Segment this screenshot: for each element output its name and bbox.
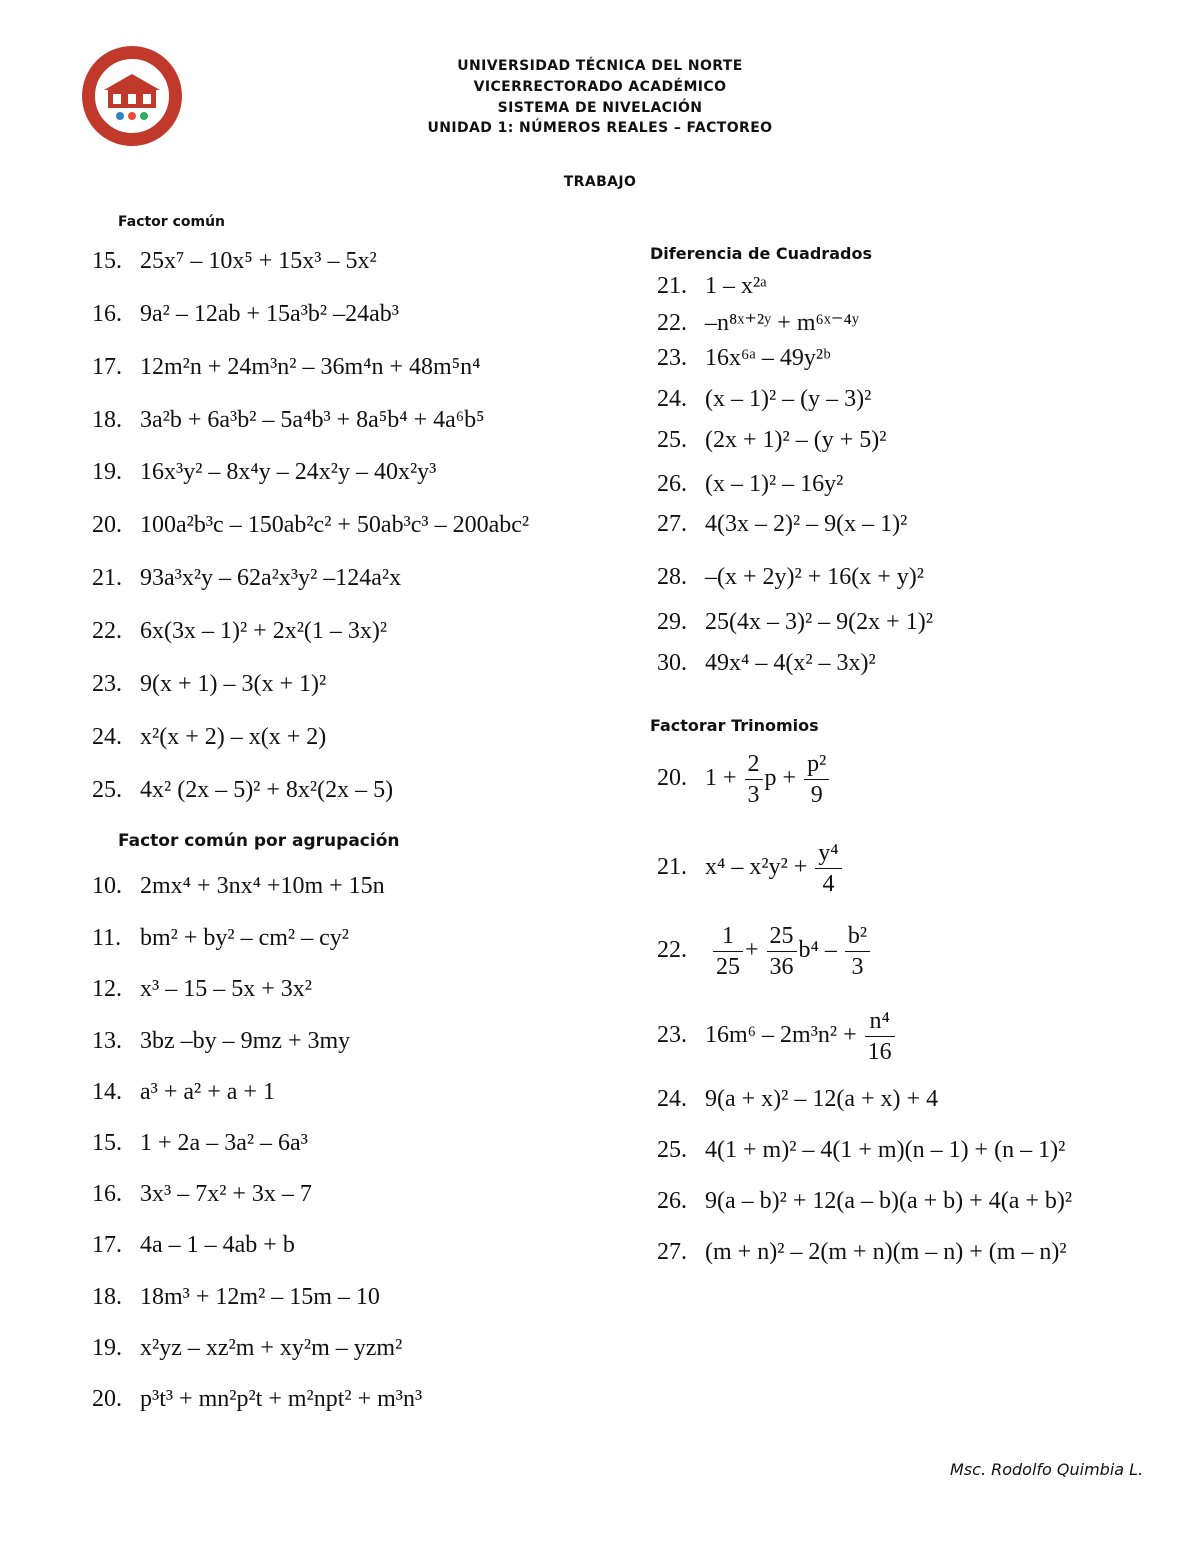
exercise-item (657, 425, 886, 455)
exercise-item (92, 1026, 350, 1056)
page-title: TRABAJO (563, 174, 637, 190)
exercise-number: 19. (92, 459, 122, 485)
exercise-item (92, 1077, 275, 1107)
exercise-item (92, 871, 385, 901)
exercise-number: 10. (92, 873, 122, 899)
exercise-expression: 9(a + x)² – 12(a + x) + 4 (705, 1086, 939, 1112)
exercise-number: 22. (657, 310, 687, 336)
exercise-expression: x³ – 15 – 5x + 3x² (140, 976, 312, 1002)
exercise-expression: 3bz –by – 9mz + 3my (140, 1028, 351, 1054)
exercise-expression: 1 – x²ᵃ (705, 273, 767, 299)
fraction (804, 749, 829, 810)
fraction (815, 838, 841, 899)
exercise-expression: 9(x + 1) – 3(x + 1)² (140, 671, 327, 697)
exercise-number: 24. (92, 724, 122, 750)
fraction-denominator: 3 (747, 782, 760, 808)
section-agrupacion: Factor común por agrupación (118, 831, 400, 851)
exercise-item (92, 1282, 380, 1312)
exercise-number: 25. (657, 1137, 687, 1163)
fraction-denominator: 4 (822, 871, 835, 897)
fraction-denominator: 3 (851, 954, 864, 980)
exercise-expression: 3a²b + 6a³b² – 5a⁴b³ + 8a⁵b⁴ + 4a⁶b⁵ (140, 407, 485, 433)
section-diferencia-cuadrados: Diferencia de Cuadrados (650, 244, 872, 263)
exercise-item (92, 775, 393, 805)
exercise-item (657, 562, 924, 592)
exercise-item (657, 921, 872, 982)
exercise-number: 22. (657, 937, 687, 964)
exercise-item (92, 510, 529, 540)
exercise-number: 13. (92, 1028, 122, 1054)
exercise-number: 20. (92, 1386, 122, 1412)
exercise-expression: + (745, 937, 759, 964)
fraction-numerator: b² (845, 921, 870, 952)
exercise-item (657, 384, 871, 414)
exercise-expression: 3x³ – 7x² + 3x – 7 (140, 1181, 312, 1207)
exercise-expression: 4a – 1 – 4ab + b (140, 1232, 295, 1258)
exercise-number: 30. (657, 650, 687, 676)
exercise-number: 23. (657, 1022, 687, 1049)
exercise-item (657, 469, 843, 499)
exercise-number: 22. (92, 618, 122, 644)
exercise-number: 17. (92, 1232, 122, 1258)
exercise-expression: x²yz – xz²m + xy²m – yzm² (140, 1335, 403, 1361)
exercise-number: 28. (657, 564, 687, 590)
exercise-item (92, 616, 387, 646)
exercise-number: 21. (657, 854, 687, 881)
header-university: UNIVERSIDAD TÉCNICA DEL NORTE (457, 58, 743, 74)
exercise-expression: (x – 1)² – (y – 3)² (705, 386, 872, 412)
exercise-expression: 25x⁷ – 10x⁵ + 15x³ – 5x² (140, 248, 377, 274)
fraction (865, 1006, 895, 1067)
exercise-expression: p³t³ + mn²p²t + m²npt² + m³n³ (140, 1386, 423, 1412)
exercise-item (657, 271, 767, 301)
exercise-expression: 9(a – b)² + 12(a – b)(a + b) + 4(a + b)² (705, 1188, 1073, 1214)
header-sistema: SISTEMA DE NIVELACIÓN (497, 100, 703, 116)
exercise-expression: (m + n)² – 2(m + n)(m – n) + (m – n)² (705, 1239, 1067, 1265)
exercise-number: 16. (92, 1181, 122, 1207)
exercise-item (657, 838, 844, 899)
exercise-item (657, 1084, 938, 1114)
exercise-expression: x⁴ – x²y² + (705, 854, 808, 881)
exercise-item (657, 648, 876, 678)
exercise-item (92, 563, 401, 593)
fraction-numerator: y⁴ (815, 838, 841, 869)
exercise-expression: 16x⁶ᵃ – 49y²ᵇ (705, 345, 831, 371)
fraction (845, 921, 870, 982)
header-unidad: UNIDAD 1: NÚMEROS REALES – FACTOREO (427, 120, 773, 136)
exercise-expression: 6x(3x – 1)² + 2x²(1 – 3x)² (140, 618, 388, 644)
fraction-denominator: 36 (769, 954, 794, 980)
fraction-denominator: 16 (867, 1039, 892, 1065)
exercise-expression: 49x⁴ – 4(x² – 3x)² (705, 650, 876, 676)
exercise-item (657, 749, 831, 810)
exercise-item (657, 1186, 1072, 1216)
exercise-number: 27. (657, 511, 687, 537)
exercise-item (657, 1237, 1067, 1267)
exercise-expression: 12m²n + 24m³n² – 36m⁴n + 48m⁵n⁴ (140, 354, 481, 380)
fraction-numerator: 1 (713, 921, 743, 952)
exercise-item (657, 1135, 1065, 1165)
exercise-item (92, 352, 480, 382)
section-factor-comun: Factor común (118, 214, 226, 230)
exercise-number: 11. (92, 925, 122, 951)
exercise-number: 25. (92, 777, 122, 803)
exercise-expression: (x – 1)² – 16y² (705, 471, 844, 497)
exercise-item (92, 457, 436, 487)
exercise-item (92, 923, 349, 953)
exercise-item (92, 1333, 402, 1363)
exercise-number: 24. (657, 1086, 687, 1112)
exercise-item (657, 509, 907, 539)
exercise-item (92, 1230, 295, 1260)
fraction-numerator: 2 (745, 749, 763, 780)
exercise-number: 19. (92, 1335, 122, 1361)
exercise-number: 20. (657, 765, 687, 792)
exercise-number: 16. (92, 301, 122, 327)
exercise-number: 27. (657, 1239, 687, 1265)
exercise-item (92, 405, 484, 435)
exercise-number: 12. (92, 976, 122, 1002)
author-signature: Msc. Rodolfo Quimbia L. (950, 1460, 1144, 1479)
exercise-expression: 100a²b³c – 150ab²c² + 50ab³c³ – 200abc² (140, 512, 530, 538)
exercise-item (657, 308, 859, 338)
exercise-expression: –n⁸ˣ⁺²ʸ + m⁶ˣ⁻⁴ʸ (705, 310, 859, 336)
exercise-number: 26. (657, 471, 687, 497)
exercise-expression: 93a³x²y – 62a²x³y² –124a²x (140, 565, 402, 591)
exercise-expression: bm² + by² – cm² – cy² (140, 925, 349, 951)
exercise-expression: p + (764, 765, 797, 792)
exercise-number: 29. (657, 609, 687, 635)
exercise-item (92, 974, 312, 1004)
exercise-expression: 4(3x – 2)² – 9(x – 1)² (705, 511, 908, 537)
exercise-item (92, 722, 326, 752)
fraction (767, 921, 797, 982)
exercise-expression: 18m³ + 12m² – 15m – 10 (140, 1284, 380, 1310)
fraction (745, 749, 763, 810)
exercise-expression: 25(4x – 3)² – 9(2x + 1)² (705, 609, 933, 635)
exercise-item (92, 299, 399, 329)
exercise-item (657, 343, 831, 373)
exercise-number: 18. (92, 1284, 122, 1310)
exercise-number: 15. (92, 1130, 122, 1156)
fraction-denominator: 25 (716, 954, 740, 980)
exercise-expression: –(x + 2y)² + 16(x + y)² (705, 564, 924, 590)
exercise-expression: 4x² (2x – 5)² + 8x²(2x – 5) (140, 777, 394, 803)
exercise-expression: 4(1 + m)² – 4(1 + m)(n – 1) + (n – 1)² (705, 1137, 1066, 1163)
exercise-number: 21. (92, 565, 122, 591)
fraction-numerator: 25 (767, 921, 797, 952)
exercise-item (657, 1006, 897, 1067)
exercise-item (92, 669, 326, 699)
exercise-number: 26. (657, 1188, 687, 1214)
exercise-expression: (2x + 1)² – (y + 5)² (705, 427, 887, 453)
exercise-number: 15. (92, 248, 122, 274)
exercise-item (92, 1179, 312, 1209)
fraction-numerator: p² (804, 749, 829, 780)
exercise-expression: a³ + a² + a + 1 (140, 1079, 275, 1105)
exercise-number: 17. (92, 354, 122, 380)
exercise-item (657, 607, 933, 637)
exercise-number: 14. (92, 1079, 122, 1105)
exercise-expression: 16x³y² – 8x⁴y – 24x²y – 40x²y³ (140, 459, 437, 485)
exercise-item (92, 1128, 308, 1158)
exercise-expression: 2mx⁴ + 3nx⁴ +10m + 15n (140, 873, 385, 899)
exercise-number: 18. (92, 407, 122, 433)
section-factorar-trinomios: Factorar Trinomios (650, 716, 819, 735)
exercise-number: 20. (92, 512, 122, 538)
exercise-expression: b⁴ – (798, 937, 837, 964)
exercise-item (92, 246, 377, 276)
exercise-number: 25. (657, 427, 687, 453)
exercise-expression: x²(x + 2) – x(x + 2) (140, 724, 327, 750)
exercise-expression: 1 + 2a – 3a² – 6a³ (140, 1130, 308, 1156)
exercise-expression: 16m⁶ – 2m³n² + (705, 1022, 857, 1049)
fraction (713, 921, 743, 982)
exercise-number: 24. (657, 386, 687, 412)
fraction-denominator: 9 (810, 782, 823, 808)
exercise-item (92, 1384, 422, 1414)
exercise-expression: 9a² – 12ab + 15a³b² –24ab³ (140, 301, 399, 327)
header-vicerrectorado: VICERRECTORADO ACADÉMICO (473, 79, 727, 95)
exercise-number: 23. (92, 671, 122, 697)
exercise-expression: 1 + (705, 765, 737, 792)
fraction-numerator: n⁴ (865, 1006, 895, 1037)
exercise-number: 23. (657, 345, 687, 371)
exercise-number: 21. (657, 273, 687, 299)
